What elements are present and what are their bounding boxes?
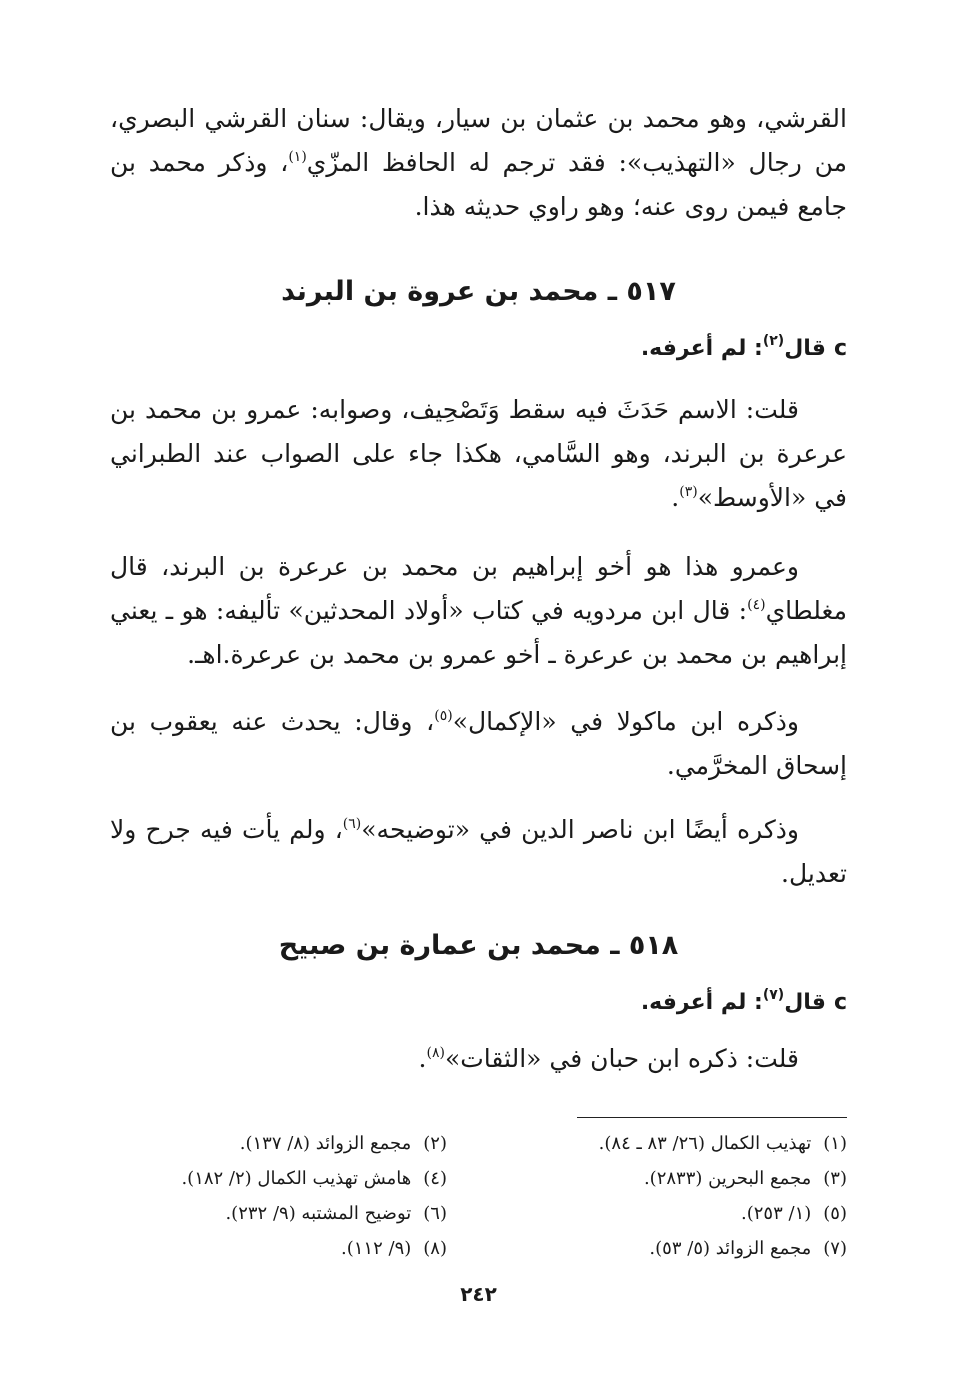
footnote-3: [644, 1168, 847, 1189]
footnote-text: تهذيب الكمال (٢٦/ ٨٣ ـ ٨٤).: [598, 1133, 812, 1154]
page-number: ٢٤٢: [460, 1282, 497, 1306]
footnote-number: (٤): [423, 1168, 447, 1189]
qal-text: : لم أعرفه.: [640, 336, 763, 361]
qal-label: قال: [784, 990, 826, 1015]
paragraph-text: وذكره أيضًا ابن ناصر الدين في «توضيحه»: [361, 815, 800, 844]
footnote-number: (٦): [423, 1203, 447, 1224]
footnote-number: (٣): [823, 1168, 847, 1189]
entry-mark-icon: c: [833, 990, 847, 1015]
footnote-ref-4[interactable]: (٤): [747, 597, 766, 613]
paragraph-text: وعمرو هذا هو أخو إبراهيم بن محمد بن عرعرة بن البرند، قال مغلطاي: [110, 552, 847, 625]
footnote-number: (١): [823, 1133, 847, 1154]
paragraph-text: قلت: ذكره ابن حبان في «الثقات»: [444, 1044, 799, 1073]
entry-517-paragraph-1: [110, 388, 847, 520]
footnote-6: [225, 1203, 447, 1224]
footnote-number: (٥): [823, 1203, 847, 1224]
footnote-ref-2[interactable]: (٢): [762, 333, 785, 349]
footnote-7: [649, 1238, 847, 1259]
footnote-1: [599, 1133, 847, 1154]
entry-518-paragraph-1: [419, 1044, 799, 1073]
paragraph-text-cont: ، ولم يأت فيه جرح ولا تعديل.: [110, 815, 847, 888]
entry-mark-icon: c: [833, 336, 847, 361]
entry-517-paragraph-2: [110, 545, 847, 677]
footnote-ref-5[interactable]: (٥): [434, 708, 453, 724]
footnote-ref-6[interactable]: (٦): [342, 816, 362, 832]
intro-text-end: ، وذكر محمد بن جامع فيمن روى عنه؛ وهو راوي حديثه هذا.: [110, 148, 847, 221]
footnote-ref-3[interactable]: (٣): [679, 484, 698, 500]
footnote-text: مجمع البحرين (٢٨٣٣).: [643, 1168, 812, 1189]
footnote-ref-8[interactable]: (٨): [426, 1045, 445, 1061]
entry-517-paragraph-3: [110, 700, 847, 788]
footnote-text: (١/ ٢٥٣).: [741, 1203, 812, 1224]
footnote-number: (٨): [423, 1238, 447, 1259]
entry-518-heading: ٥١٨ ـ محمد بن عمارة بن صبيح: [278, 930, 679, 961]
qal-text: : لم أعرفه.: [640, 990, 763, 1015]
paragraph-text: قلت: الاسم حَدَثَ فيه سقط وَتَصْحِيف، وصوابه: عمرو بن محمد بن عرعرة بن البرند، وهو السَّامي، هكذا جاء على الصواب عند الطبراني في «الأوسط»: [110, 395, 848, 512]
paragraph-text-cont: ، وقال: يحدث عنه يعقوب بن إسحاق المخرَّمي.: [110, 707, 847, 780]
entry-517-paragraph-4: [110, 808, 847, 896]
intro-text: القرشي، وهو محمد بن عثمان بن سيار، ويقال: سنان القرشي البصري، من رجال «التهذيب»: فقد ترجم له الحافظ المزّي: [110, 104, 848, 177]
footnote-8: [341, 1238, 447, 1259]
entry-518-qal-line: [640, 987, 847, 1015]
footnote-2: [240, 1133, 447, 1154]
entry-517-qal-line: [640, 333, 847, 361]
paragraph-text-cont: : قال ابن مردويه في كتاب «أولاد المحدثين» تأليفه: هو ـ يعني إبراهيم بن محمد بن عرعرة ـ أخو عمرو بن محمد بن عرعرة.اهـ.: [110, 596, 847, 669]
footnote-number: (٧): [823, 1238, 847, 1259]
footnote-text: مجمع الزوائد (٥/ ٥٣).: [649, 1238, 812, 1259]
qal-label: قال: [784, 336, 826, 361]
footnote-ref-7[interactable]: (٧): [762, 987, 785, 1003]
footnote-divider: [577, 1117, 847, 1118]
paragraph-end: .: [418, 1044, 427, 1073]
footnote-text: مجمع الزوائد (٨/ ١٣٧).: [239, 1133, 412, 1154]
footnote-number: (٢): [423, 1133, 447, 1154]
footnote-4: [181, 1168, 447, 1189]
footnote-text: (٩/ ١١٢).: [341, 1238, 412, 1259]
footnote-text: توضيح المشتبه (٩/ ٢٣٢).: [225, 1203, 412, 1224]
footnote-ref-1[interactable]: (١): [288, 149, 307, 165]
intro-paragraph: [110, 97, 847, 229]
entry-517-heading: ٥١٧ ـ محمد بن عروة بن البرند: [281, 276, 676, 307]
paragraph-text: وذكره ابن ماكولا في «الإكمال»: [452, 707, 799, 736]
paragraph-end: .: [671, 483, 680, 512]
footnote-text: هامش تهذيب الكمال (٢/ ١٨٢).: [181, 1168, 412, 1189]
footnote-5: [741, 1203, 847, 1224]
